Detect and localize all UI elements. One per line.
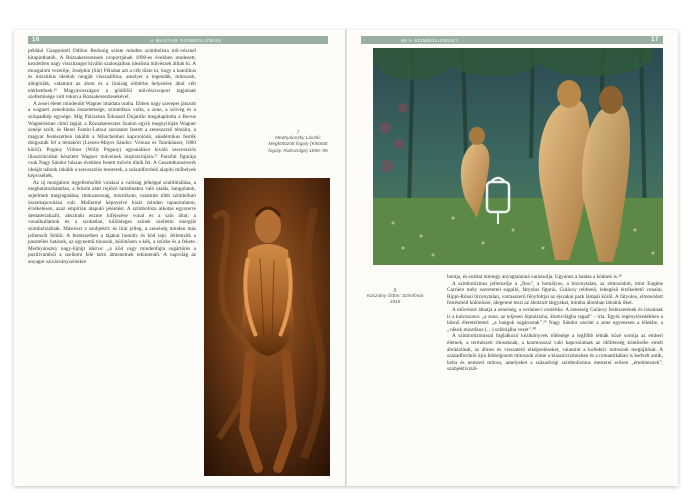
left-figure-number: 7 — [296, 130, 300, 136]
right-figure-caption-text: Kacziány Ödön: Szimfónia 1918 — [366, 294, 424, 306]
left-running-title: A MAGYAR SZIMBOLIZMUS — [150, 37, 222, 43]
right-running-title: MI A SZIMBOLIZMUS? — [401, 37, 459, 43]
mednyanszky-prisoner-painting — [204, 178, 330, 476]
left-paragraph-3: Az új mozgalom legjellemzőbb vonásai a valóság jelképpé szublimálása, a meghatározhatatlan, a felszín alatt rejtőző tartalmakra való utalás, hangulatok, sejtelmek megragadása, titokzatosság, misztikum, valamint több szimbólum összekapcsolása volt. Mallarmé képnyelve kizár minden tapasztalaton, érzékelésen, azaz empírián alapuló jelentést. A szimbolista alkotás egyszerre dematerializált, absztrakt eszme kifejezése vonal és a szín által; a vonalhullámok és a szokatlan, különleges színek szellemi energiát szimbolizálnak. Másrészt a szubjektív és lírai jelleg, a zeneiség minden más jellemzőt felülír. A festészetben a tájakat homály és köd lepi. Jellemzők a pasztelles hatások, az egynemű tónusok, különösen a kék, a szürke és a fekete. Mednyánszky nagy-lújtájt idézve: „a köd vagy mindenfajta sugártörés a pozitívumból a szellemi felé tartó átmenetnek tekintendő. A napvilág az anyagot szivárványszínekre — [28, 179, 196, 265]
book-spread — [14, 30, 678, 486]
right-paragraph-3: A művészet áthatja a zeneiség, a verlaine-i esztétika. A zeneiség Gulácsy festészetének és írásainak is a kulcsszava: „a zene, az teljesen hipnózisba, álomvilágba ragad” – írta. Egyik regénytöredékben a hősnő éleretérteteti: „a hangok sugároztak”.²⁹ Nagy Sándor szerint a zene egyenesen a lélekbe, a „vákok misztikus (…) szférájába vezet”.³⁰ — [447, 306, 663, 333]
left-text-column — [28, 48, 196, 485]
left-figure-caption-text: Mednyánszky László: Megkötözött fogoly (Kikötött fogoly, Rabszolga) 1890–95 — [268, 136, 328, 154]
right-figure-number: 8 — [393, 288, 397, 294]
prisoner-painting-art — [204, 178, 330, 476]
left-page — [14, 30, 345, 486]
right-page-number: 17 — [651, 37, 659, 43]
right-paragraph-4: A szimbolizmussal foglalkozó kézikönyvek többsége a legfőbb témák közé sorolja az emberi életnek, a természeti ritusoknak, a kozmosszal való kapcsolatnak az időtlenség köntösébe emelt ábrázolását, az álmos és visszatérő elképzeléseket, valamint a kollektív mítoszok megújítását. A századforduló újra feldolgozott mítoszok zöme a klasszicizmusban és a romantikában is kedvelt antik, kelta és nemzeti mítosz, amelyeket a századvégi szimbolizmus mesterei erősen „értelmeznek”, szubjektivizál- — [447, 333, 663, 373]
left-paragraph-1: például Gauguintól Odilon Redonig szinte minden szimbolista mű-vésznél kitapinthatók. A Rózsakeresztesek csoportjának 1890-es években rendezett, kezdetben nagy visszhangot kiváltó szalonjaiban idealista művészek álltak ki. A mozgalom vezetője, Joséphin (Sâr) Péladan azt a célt tűzte ki, hogy a katolikus és misztikus ideálok rangját visszaállítsa, amelyet a legendák, mítoszok, allegóriák, valamint az álom és a líraiság előtérbe helyezése által vélt elérhetőnek.²⁶ Magyarországon a gödöllői művészcsoport tagjainak szellemisége volt rokon a Rózsakeresztesekével. — [28, 48, 196, 101]
left-running-head — [28, 36, 328, 44]
left-paragraph-2: A zenei életet mindenütt Wagner imádata uralta. Ebben nagy szerepet játszott a wagneri zenedráma összetettsége, szintetikus volta, a zene, a szöveg és a színpadkép egysége. Míg Párizsban Édouard Dujardin megalapította a Revue Wagnérienne című lapját, a Rózsakeresztes Szalon egyik megnyitóján Wagner zenéje szólt, és Henri Fantin-Latour sorozatot festett a zeneszerző témáira, a magyar festészetben inkább a Münchenhez kapcsolódó, akadémikus festők dolgozták fel a témakört (Liezen-Mayer Sándor: Vénusz és Tannhäuser, 1880 körül). Pogány Vilmos (Willy Pogany) ugyanakkor kiváló szecessziós illusztrációkat készített Wagner műveinek inspirációjára.²⁷ Parsifal figurája csak Nagy Sándor húszas években festett művén tűnik fel. A Gesamtkunstwerk ideáját nálunk inkább a szecessziós mesterek, a századforduló alapító műhelyek képviselték. — [28, 100, 196, 180]
left-figure-caption — [268, 130, 328, 155]
right-text-column — [447, 274, 663, 484]
right-page — [347, 30, 678, 486]
symphony-painting-art — [373, 48, 663, 265]
right-figure-caption — [365, 288, 425, 307]
left-page-number: 16 — [32, 37, 40, 43]
kacziany-symphony-painting — [373, 48, 663, 265]
right-paragraph-2: A szimbolizmus jellemzője a „flou”, a homályos, a bizonytalan, az elmosódott, mint Eugène Carrière mély szeretettel sugalló, fátyolos figurái, Gulácsy rebbenő, lebegésű érzékeltető vonalai, Rippl-Rónai bizonytalan, varrasszerű fényfoltjai az éjszakai park lámpái körül. A fátyolos, elmosódott festésmód különössé, idegenné teszi az ábrázolt tárgyakat, mintha álomban látnánk őket. — [447, 280, 663, 307]
right-paragraph-1: bontja, és ezáltal mintegy anyagtalanná varázsolja. Ugyanez a hatása a ködnek is.²⁸ — [447, 274, 622, 280]
right-running-head — [361, 36, 663, 44]
